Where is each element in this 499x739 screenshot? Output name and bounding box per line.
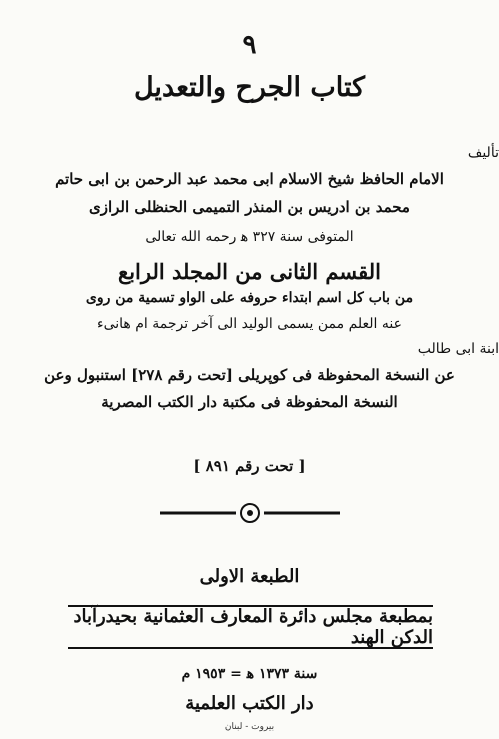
manuscript-line-2: النسخة المحفوظة فى مكتبة دار الكتب المصرية bbox=[101, 393, 398, 411]
description-line-3: ابنة ابى طالب bbox=[417, 341, 499, 357]
ornament-divider bbox=[160, 501, 340, 525]
author-line-2: محمد بن ادريس بن المنذر التميمى الحنظلى الرازى bbox=[89, 198, 410, 216]
press-name: بمطبعة مجلس دائرة المعارف العثمانية بحيدرآباد الدكن الهند bbox=[68, 605, 433, 649]
publisher-location: بيروت - لبنان bbox=[224, 722, 275, 732]
manuscript-line-1: عن النسخة المحفوظة فى كوپريلى [تحت رقم ٢٧٨] استنبول وعن bbox=[44, 366, 455, 384]
description-line-1: من باب كل اسم ابتداء حروفه على الواو تسمية من روى bbox=[85, 290, 414, 306]
year-line: سنة ١٣٧٣ ﻫ = ١٩٥٣ م bbox=[181, 666, 318, 682]
section-title: القسم الثانى من المجلد الرابع bbox=[118, 259, 381, 284]
author-label: تأليف bbox=[467, 145, 499, 161]
book-title: كتاب الجرح والتعديل bbox=[133, 72, 365, 103]
author-line-1: الامام الحافظ شيخ الاسلام ابى محمد عبد الرحمن بن ابى حاتم bbox=[55, 170, 444, 188]
publisher-name: دار الكتب العلمية bbox=[185, 693, 314, 714]
death-line: المتوفى سنة ٣٢٧ ﻫ رحمه الله تعالى bbox=[145, 229, 354, 245]
description-line-2: عنه العلم ممن يسمى الوليد الى آخر ترجمة ام هانىء bbox=[97, 316, 402, 332]
catalog-number: [ تحت رقم ٨٩١ ] bbox=[193, 457, 306, 475]
edition-label: الطبعة الاولى bbox=[199, 566, 300, 587]
volume-number: ٩ bbox=[242, 30, 257, 60]
